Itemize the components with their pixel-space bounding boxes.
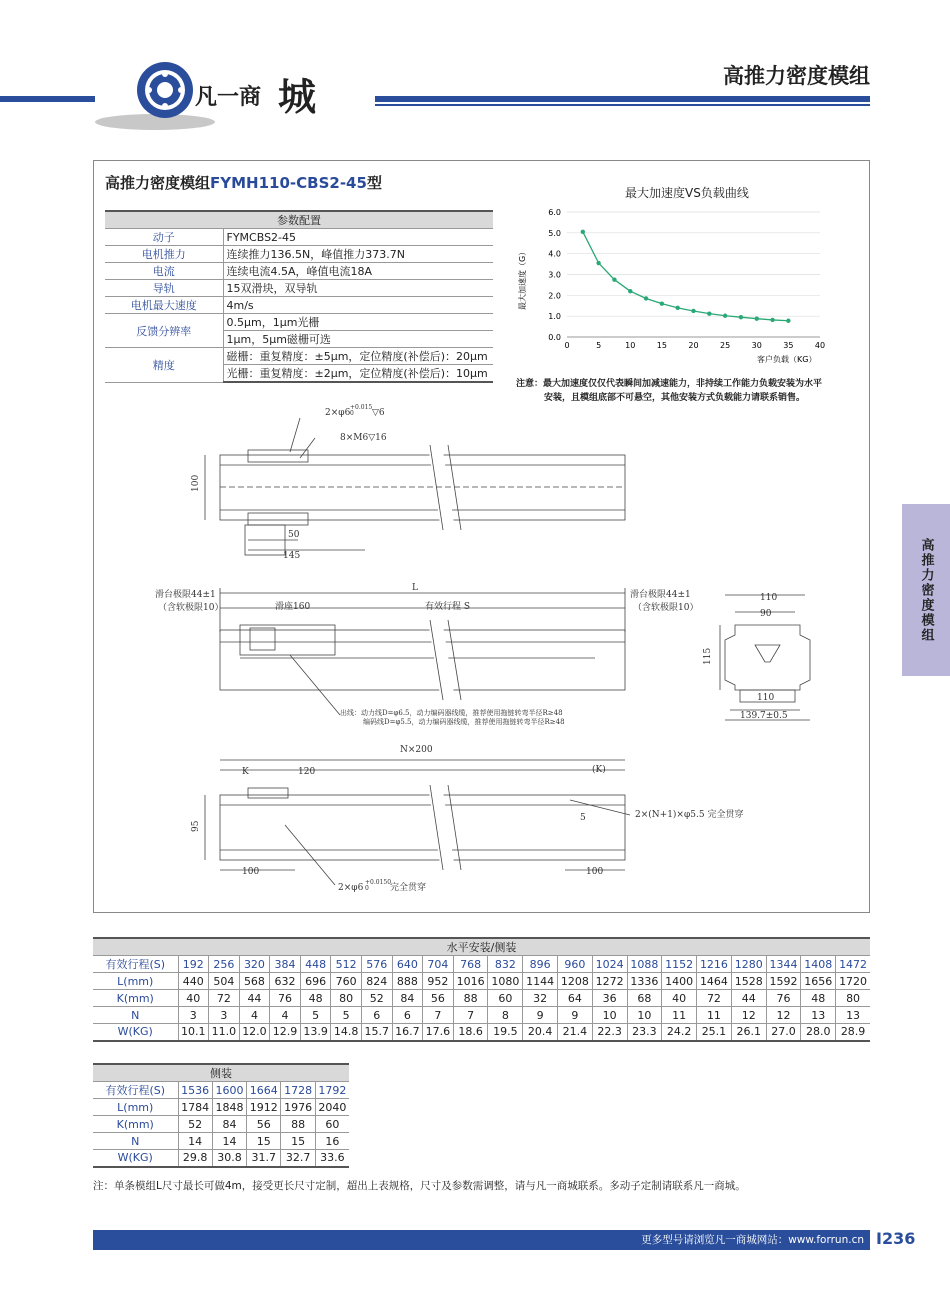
dim-through-holes: 2×(N+1)×φ5.5 完全贯穿 [635, 810, 744, 820]
dim-dowel-tol: +0.0150 [365, 879, 392, 886]
spec-cell: 27.0 [766, 1024, 801, 1041]
spec-cell: 10.1 [178, 1024, 209, 1041]
spec-cell: 13 [801, 1007, 836, 1024]
spec-cell: 1024 [592, 956, 627, 973]
spec-cell: 84 [212, 1116, 246, 1133]
spec-cell: 36 [592, 990, 627, 1007]
param-value: 连续推力136.5N，峰值推力373.7N [223, 246, 493, 263]
param-value: 1μm，5μm磁栅可选 [223, 331, 493, 348]
spec-cell: 320 [239, 956, 270, 973]
chart-x-tick: 40 [814, 341, 826, 350]
chart-y-tick: 1.0 [548, 312, 561, 322]
spec-cell: 32.7 [281, 1150, 315, 1167]
spec-cell: 960 [558, 956, 593, 973]
spec-cell: 8 [488, 1007, 523, 1024]
chart-y-tick: 2.0 [548, 291, 561, 301]
chart-x-ticks [564, 341, 825, 350]
spec-cell: 3 [178, 1007, 209, 1024]
dim-height-95: 95 [191, 820, 201, 832]
spec-row-header: N [93, 1007, 178, 1024]
spec-cell: 1976 [281, 1099, 315, 1116]
spec-cell: 1400 [662, 973, 697, 990]
spec-cell: 1592 [766, 973, 801, 990]
page-number: I236 [876, 1229, 916, 1248]
chart-point [644, 296, 648, 300]
spec-cell: 12 [766, 1007, 801, 1024]
spec-cell: 256 [209, 956, 240, 973]
spec-cell: 6 [361, 1007, 392, 1024]
spec-cell: 16.7 [392, 1024, 423, 1041]
spec-cell: 4 [270, 1007, 301, 1024]
chart-y-label: 最大加速度（G） [518, 247, 527, 310]
spec-cell: 1280 [731, 956, 766, 973]
param-key: 反馈分辨率 [105, 314, 223, 348]
spec-cell: 704 [423, 956, 454, 973]
spec-cell: 7 [453, 1007, 488, 1024]
dim-K-right: (K) [592, 765, 606, 775]
spec-cell: 40 [662, 990, 697, 1007]
spec-cell: 28.9 [836, 1024, 870, 1041]
side-view-body [220, 630, 625, 690]
spec-cell: 48 [801, 990, 836, 1007]
spec-cell: 6 [392, 1007, 423, 1024]
spec-cell: 1088 [627, 956, 662, 973]
chart-y-tick: 4.0 [548, 249, 561, 259]
spec-cell: 760 [331, 973, 362, 990]
footnote: 注：单条模组L尺寸最长可做4m，接受更长尺寸定制，超出上表规格，尺寸及参数需调整，请与凡一商城联系。多动子定制请联系凡一商城。 [93, 1180, 746, 1192]
header-stripe-left [0, 96, 95, 102]
spec-table-side [93, 1063, 349, 1168]
chart-x-tick: 5 [596, 341, 602, 350]
spec-cell: 60 [488, 990, 523, 1007]
spec-cell: 15.7 [361, 1024, 392, 1041]
spec-cell: 1080 [488, 973, 523, 990]
spec-cell: 1272 [592, 973, 627, 990]
spec-cell: 1912 [247, 1099, 281, 1116]
spec-cell: 80 [836, 990, 870, 1007]
param-value: 光栅：重复精度：±2μm，定位精度(补偿后)：10μm [223, 365, 493, 383]
spec-cell: 1216 [697, 956, 732, 973]
chart-y-tick: 3.0 [548, 270, 561, 280]
product-model: FYMH110-CBS2-45 [210, 174, 367, 192]
param-key: 导轨 [105, 280, 223, 297]
spec-row-header: N [93, 1133, 178, 1150]
dim-limit-left: 滑台极限44±1 [155, 590, 216, 600]
dim-145: 145 [283, 551, 301, 561]
dim-n-200: N×200 [400, 745, 433, 755]
param-value: 4m/s [223, 297, 493, 314]
spec-cell: 192 [178, 956, 209, 973]
chart-series-line [583, 232, 789, 321]
spec-cell: 14 [212, 1133, 246, 1150]
dim-height-100: 100 [191, 474, 201, 492]
chart-point [786, 319, 790, 323]
spec-cell: 640 [392, 956, 423, 973]
chart-point [612, 278, 616, 282]
spec-cell: 4 [239, 1007, 270, 1024]
spec-cell: 504 [209, 973, 240, 990]
spec-cell: 11 [662, 1007, 697, 1024]
spec-row-header: L(mm) [93, 1099, 178, 1116]
spec-cell: 696 [300, 973, 331, 990]
spec-row-header: W(KG) [93, 1150, 178, 1167]
chart-y-tick: 5.0 [548, 228, 561, 238]
spec-cell: 440 [178, 973, 209, 990]
spec-cell: 56 [423, 990, 454, 1007]
spec-cell: 29.8 [178, 1150, 212, 1167]
spec-cell: 14.8 [331, 1024, 362, 1041]
spec-cell: 12 [731, 1007, 766, 1024]
spec-cell: 9 [523, 1007, 558, 1024]
spec-cell: 5 [331, 1007, 362, 1024]
dim-dowel-tol2: 0 [365, 885, 369, 892]
spec-cell: 832 [488, 956, 523, 973]
param-key: 电流 [105, 263, 223, 280]
spec-cell: 13 [836, 1007, 870, 1024]
header-stripe-thin [375, 104, 870, 106]
chart-point [707, 311, 711, 315]
spec-cell: 15 [247, 1133, 281, 1150]
param-value: FYMCBS2-45 [223, 229, 493, 246]
spec-cell: 17.6 [423, 1024, 454, 1041]
spec-cell: 11.0 [209, 1024, 240, 1041]
chart-y-tick: 6.0 [548, 208, 561, 217]
spec-cell: 7 [423, 1007, 454, 1024]
spec-cell: 52 [178, 1116, 212, 1133]
dim-base-139: 139.7±0.5 [740, 711, 788, 721]
dim-dowel-suffix: 完全贯穿 [390, 883, 427, 893]
chart-x-tick: 15 [656, 341, 667, 350]
spec-cell: 40 [178, 990, 209, 1007]
cable-note-1: 出线：动力线D=φ6.5，动力编码器线缆，推荐使用拖链转弯半径R≥48 [340, 709, 563, 717]
chart-x-tick: 0 [564, 341, 570, 350]
spec-cell: 88 [281, 1116, 315, 1133]
spec-cell: 15 [281, 1133, 315, 1150]
spec-cell: 56 [247, 1116, 281, 1133]
dim-limit-left-note: （含软极限10） [158, 603, 224, 613]
spec-cell: 888 [392, 973, 423, 990]
chart-point [675, 306, 679, 310]
chart-point [755, 316, 759, 320]
chart-grid [567, 212, 820, 337]
spec-cell: 1720 [836, 973, 870, 990]
spec-table-caption: 水平安装/侧装 [93, 938, 870, 956]
chart-point [660, 301, 664, 305]
page-title: 高推力密度模组 [723, 64, 870, 88]
spec-cell: 448 [300, 956, 331, 973]
brand-name: 凡一商 [195, 85, 262, 110]
dim-limit-right: 滑台极限44±1 [630, 590, 691, 600]
spec-cell: 33.6 [315, 1150, 349, 1167]
dim-slider: 滑座160 [275, 602, 311, 612]
dim-width-110: 110 [760, 593, 778, 603]
param-value: 0.5μm，1μm光栅 [223, 314, 493, 331]
spec-cell: 24.2 [662, 1024, 697, 1041]
spec-cell: 22.3 [592, 1024, 627, 1041]
spec-cell: 1536 [178, 1082, 212, 1099]
dim-100-right: 100 [586, 867, 604, 877]
spec-row-header: 有效行程(S) [93, 956, 178, 973]
spec-cell: 1600 [212, 1082, 246, 1099]
spec-cell: 632 [270, 973, 301, 990]
param-key: 精度 [105, 348, 223, 383]
spec-cell: 30.8 [212, 1150, 246, 1167]
side-category-tab: 高推力密度模组 [902, 504, 950, 676]
spec-cell: 1408 [801, 956, 836, 973]
spec-cell: 1664 [247, 1082, 281, 1099]
spec-cell: 60 [315, 1116, 349, 1133]
dim-base-110: 110 [757, 693, 775, 703]
spec-cell: 84 [392, 990, 423, 1007]
param-value: 连续电流4.5A，峰值电流18A [223, 263, 493, 280]
param-key: 动子 [105, 229, 223, 246]
chart-x-tick: 10 [625, 341, 636, 350]
param-table [105, 210, 493, 383]
spec-row-header: 有效行程(S) [93, 1082, 178, 1099]
chart-note-label: 注意： [516, 379, 544, 389]
dim-50: 50 [288, 530, 300, 540]
spec-cell: 1728 [281, 1082, 315, 1099]
spec-cell: 44 [731, 990, 766, 1007]
spec-table-horizontal [93, 937, 870, 1042]
param-key: 电机推力 [105, 246, 223, 263]
dim-hole-tol2: 0 [350, 410, 354, 417]
chart-point [723, 314, 727, 318]
spec-cell: 1016 [453, 973, 488, 990]
spec-cell: 768 [453, 956, 488, 973]
chart-point [691, 309, 695, 313]
spec-cell: 25.1 [697, 1024, 732, 1041]
product-title-prefix: 高推力密度模组 [105, 174, 211, 192]
spec-cell: 20.4 [523, 1024, 558, 1041]
spec-row-header: L(mm) [93, 973, 178, 990]
chart-x-label: 客户负载（KG） [757, 355, 817, 364]
chart-point [628, 289, 632, 293]
spec-cell: 9 [558, 1007, 593, 1024]
dim-120: 120 [298, 767, 316, 777]
dim-hole-depth: ▽6 [372, 408, 385, 418]
spec-cell: 31.7 [247, 1150, 281, 1167]
spec-cell: 1208 [558, 973, 593, 990]
chart-x-tick: 30 [751, 341, 762, 350]
product-title-suffix: 型 [366, 174, 382, 192]
dim-hole-tol: +0.015 [350, 404, 373, 411]
spec-cell: 16 [315, 1133, 349, 1150]
spec-cell: 1528 [731, 973, 766, 990]
dim-height-115: 115 [703, 647, 713, 665]
dim-five: 5 [580, 813, 586, 823]
spec-cell: 1784 [178, 1099, 212, 1116]
dim-limit-right-note: （含软极限10） [633, 603, 699, 613]
chart-x-tick: 20 [688, 341, 699, 350]
spec-cell: 44 [239, 990, 270, 1007]
dim-hole-diameter: 2×φ6 [325, 408, 351, 418]
dim-L: L [412, 583, 418, 593]
spec-cell: 896 [523, 956, 558, 973]
spec-cell: 952 [423, 973, 454, 990]
dim-stroke: 有效行程 S [425, 602, 471, 612]
accel-load-chart [515, 200, 845, 370]
dim-K: K [242, 767, 249, 777]
spec-cell: 52 [361, 990, 392, 1007]
spec-row-header: W(KG) [93, 1024, 178, 1041]
chart-point [739, 315, 743, 319]
spec-cell: 1152 [662, 956, 697, 973]
param-table-caption: 参数配置 [105, 211, 493, 229]
spec-cell: 14 [178, 1133, 212, 1150]
chart-y-tick: 0.0 [548, 333, 561, 342]
spec-cell: 1344 [766, 956, 801, 973]
chart-title: 最大加速度VS负载曲线 [625, 186, 749, 200]
spec-table-caption: 侧装 [93, 1064, 349, 1082]
spec-cell: 1472 [836, 956, 870, 973]
product-title [105, 172, 382, 193]
spec-cell: 32 [523, 990, 558, 1007]
spec-cell: 76 [766, 990, 801, 1007]
spec-cell: 3 [209, 1007, 240, 1024]
spec-cell: 824 [361, 973, 392, 990]
spec-cell: 72 [209, 990, 240, 1007]
spec-cell: 18.6 [453, 1024, 488, 1041]
param-value: 磁栅：重复精度：±5μm，定位精度(补偿后)：20μm [223, 348, 493, 365]
dim-width-90: 90 [760, 609, 772, 619]
spec-cell: 576 [361, 956, 392, 973]
spec-cell: 5 [300, 1007, 331, 1024]
param-value: 15双滑块，双导轨 [223, 280, 493, 297]
spec-cell: 23.3 [627, 1024, 662, 1041]
chart-point [770, 318, 774, 322]
chart-point [581, 230, 585, 234]
spec-cell: 1144 [523, 973, 558, 990]
spec-cell: 68 [627, 990, 662, 1007]
spec-cell: 26.1 [731, 1024, 766, 1041]
dim-100-left: 100 [242, 867, 260, 877]
spec-cell: 1848 [212, 1099, 246, 1116]
chart-note-text1: 最大加速度仅仅代表瞬间加减速能力，非持续工作能力负载安装为水平 [543, 379, 823, 389]
param-key: 电机最大速度 [105, 297, 223, 314]
spec-row-header: K(mm) [93, 990, 178, 1007]
chart-note-text2: 安装，且模组底部不可悬空，其他安装方式负载能力请联系销售。 [544, 393, 806, 403]
spec-cell: 72 [697, 990, 732, 1007]
spec-cell: 1336 [627, 973, 662, 990]
spec-cell: 13.9 [300, 1024, 331, 1041]
spec-cell: 512 [331, 956, 362, 973]
chart-y-ticks [548, 208, 561, 342]
spec-cell: 48 [300, 990, 331, 1007]
spec-row-header: K(mm) [93, 1116, 178, 1133]
spec-cell: 12.0 [239, 1024, 270, 1041]
spec-cell: 21.4 [558, 1024, 593, 1041]
spec-cell: 11 [697, 1007, 732, 1024]
footer-bar: 更多型号请浏览凡一商城网站：www.forrun.cn [93, 1230, 870, 1250]
spec-cell: 1656 [801, 973, 836, 990]
brand-name-char: 城 [278, 74, 317, 119]
chart-x-tick: 35 [783, 341, 794, 350]
spec-cell: 12.9 [270, 1024, 301, 1041]
spec-cell: 19.5 [488, 1024, 523, 1041]
spec-cell: 10 [627, 1007, 662, 1024]
spec-cell: 80 [331, 990, 362, 1007]
chart-point [596, 261, 600, 265]
header-stripe [375, 96, 870, 102]
spec-cell: 384 [270, 956, 301, 973]
spec-cell: 10 [592, 1007, 627, 1024]
spec-cell: 28.0 [801, 1024, 836, 1041]
spec-cell: 1464 [697, 973, 732, 990]
chart-x-tick: 25 [720, 341, 731, 350]
spec-cell: 2040 [315, 1099, 349, 1116]
spec-cell: 568 [239, 973, 270, 990]
cable-note-2: 编码线D=φ5.5，动力编码器线缆，推荐使用拖链转弯半径R≥48 [363, 718, 565, 726]
spec-cell: 76 [270, 990, 301, 1007]
dim-dowel-holes: 2×φ6 [338, 883, 364, 893]
dim-m6: 8×M6▽16 [340, 433, 387, 443]
spec-cell: 88 [453, 990, 488, 1007]
technical-drawing [150, 400, 788, 900]
spec-cell: 64 [558, 990, 593, 1007]
spec-cell: 1792 [315, 1082, 349, 1099]
